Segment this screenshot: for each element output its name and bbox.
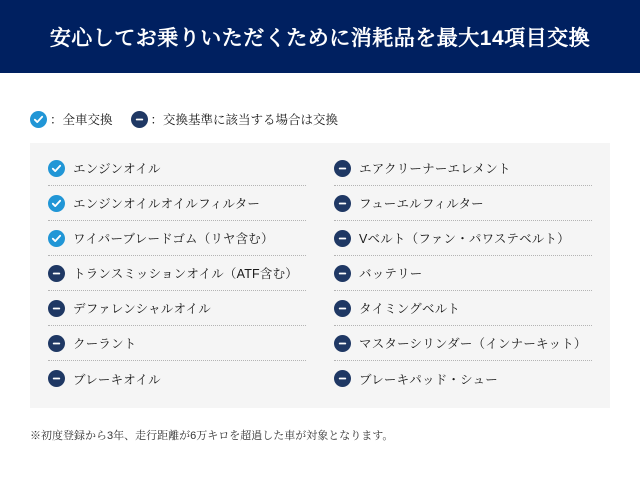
items-column-left — [48, 151, 320, 400]
minus-circle-icon — [48, 370, 65, 387]
list-item — [334, 291, 592, 326]
legend — [30, 110, 338, 128]
list-item — [334, 326, 592, 361]
list-item — [48, 256, 306, 291]
minus-circle-icon — [334, 160, 351, 177]
minus-circle-icon — [334, 195, 351, 212]
list-item-label: エンジンオイルオイルフィルター — [73, 197, 261, 211]
minus-circle-icon — [334, 335, 351, 352]
minus-circle-icon — [334, 230, 351, 247]
list-item — [334, 256, 592, 291]
check-circle-icon — [48, 195, 65, 212]
legend-item-conditional — [131, 110, 339, 128]
list-item — [48, 291, 306, 326]
list-item — [48, 326, 306, 361]
list-item-label: ブレーキオイル — [73, 372, 161, 387]
list-item-label: エンジンオイル — [73, 162, 161, 176]
minus-circle-icon — [48, 335, 65, 352]
minus-circle-icon — [334, 265, 351, 282]
list-item-label: マスターシリンダー（インナーキット） — [359, 337, 587, 351]
list-item — [48, 151, 306, 186]
list-item-label: タイミングベルト — [359, 302, 461, 316]
list-item-label: ブレーキパッド・シュー — [359, 372, 498, 387]
minus-circle-icon — [48, 265, 65, 282]
list-item-label: クーラント — [73, 337, 137, 351]
list-item — [334, 361, 592, 396]
check-circle-icon — [48, 230, 65, 247]
list-item-label: トランスミッションオイル（ATF含む） — [73, 267, 298, 281]
list-item-label: Vベルト（ファン・パワステベルト） — [359, 232, 570, 246]
legend-item-all-vehicles — [30, 110, 113, 128]
legend-label-conditional: ：交換基準に該当する場合は交換 — [150, 113, 339, 127]
items-panel — [30, 143, 610, 408]
list-item — [48, 186, 306, 221]
list-item — [48, 361, 306, 396]
list-item-label: エアクリーナーエレメント — [359, 162, 511, 176]
list-item — [334, 186, 592, 221]
list-item-label: デファレンシャルオイル — [73, 302, 211, 316]
header-banner — [0, 0, 640, 73]
legend-label-all-vehicles: ：全車交換 — [50, 113, 113, 127]
list-item — [334, 221, 592, 256]
minus-circle-icon — [131, 111, 148, 128]
check-circle-icon — [48, 160, 65, 177]
footnote: ※初度登録から3年、走行距離が6万キロを超過した車が対象となります。 — [30, 430, 394, 442]
list-item — [48, 221, 306, 256]
list-item — [334, 151, 592, 186]
minus-circle-icon — [334, 370, 351, 387]
list-item-label: フューエルフィルター — [359, 197, 484, 211]
items-column-right — [320, 151, 592, 400]
check-circle-icon — [30, 111, 47, 128]
list-item-label: ワイパーブレードゴム（リヤ含む） — [73, 232, 274, 246]
list-item-label: バッテリー — [359, 267, 423, 281]
minus-circle-icon — [48, 300, 65, 317]
page-title: 安心してお乗りいただくために消耗品を最大14項目交換 — [49, 26, 591, 50]
minus-circle-icon — [334, 300, 351, 317]
